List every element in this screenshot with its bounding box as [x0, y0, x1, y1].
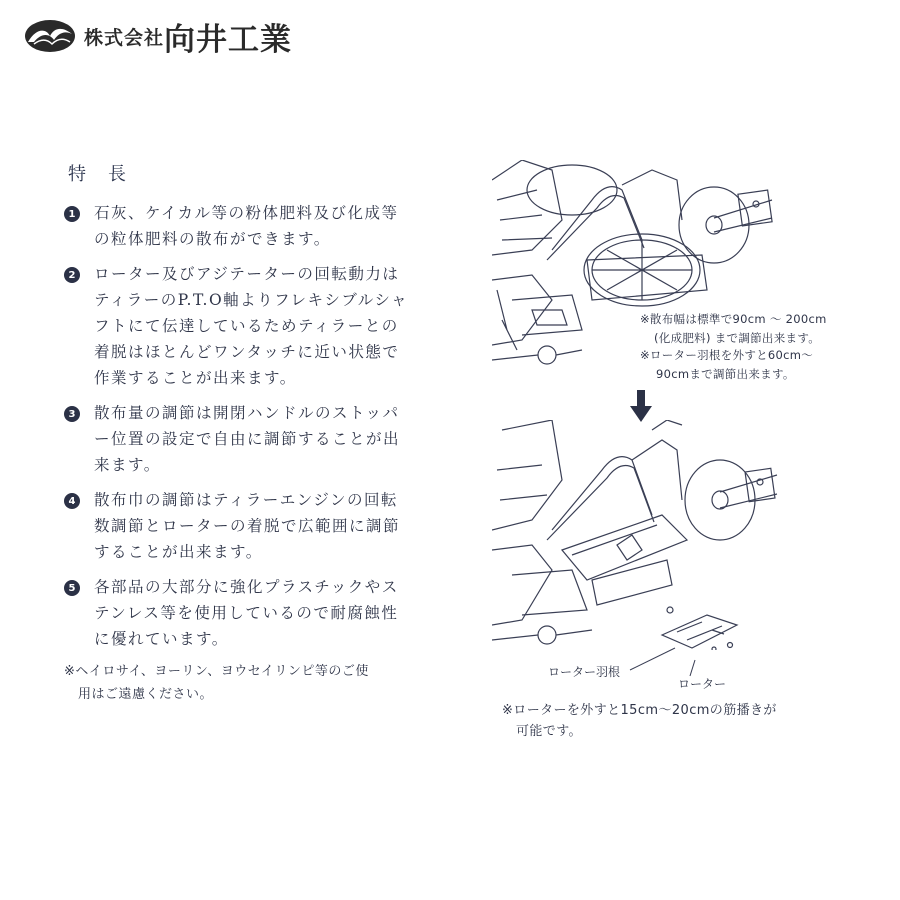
feature-item [64, 400, 424, 478]
caption-line: (化成肥料) まで調節出来ます。 [654, 331, 821, 345]
features-section [64, 160, 424, 661]
row-seeding-note-line2: 可能です。 [516, 724, 582, 739]
feature-number-badge: 4 [64, 493, 80, 509]
row-seeding-note-line1: ※ローターを外すと15cm～20cmの筋播きが [502, 703, 777, 718]
feature-number-badge: 2 [64, 267, 80, 283]
feature-text: ローター及びアジテーターの回転動力はティラーのP.T.O軸よりフレキシブルシャフトにて伝達しているためティラーとの着脱はほとんどワンタッチに近い状態で作業することが出来ます。 [94, 265, 409, 387]
feature-item [64, 200, 424, 252]
feature-number-badge: 5 [64, 580, 80, 596]
feature-number-badge: 3 [64, 406, 80, 422]
company-logo [24, 14, 292, 58]
spreader-without-rotor-illustration [492, 420, 792, 650]
rotor-label: ローター [678, 677, 727, 691]
features-title: 特長 [68, 164, 148, 185]
rotor-blade-caption [640, 346, 813, 384]
feature-text: 散布量の調節は開閉ハンドルのストッパー位置の設定で自由に調節することが出来ます。 [94, 404, 401, 474]
feature-text: 散布巾の調節はティラーエンジンの回転数調節とローターの着脱で広範囲に調節することが出来ます。 [94, 491, 401, 561]
wave-logo-icon [24, 18, 76, 54]
spread-width-caption [640, 310, 827, 348]
usage-note [64, 660, 424, 706]
feature-number-badge: 1 [64, 206, 80, 222]
usage-note-line1: ※ヘイロサイ、ヨーリン、ヨウセイリンピ等のご使 [64, 664, 369, 679]
label-leader-lines [620, 630, 700, 680]
caption-line: 90cmまで調節出来ます。 [656, 367, 795, 381]
arrow-down-icon [630, 390, 652, 424]
company-name: 向井工業 [164, 21, 293, 58]
caption-line: ※散布幅は標準で90cm ～ 200cm [640, 312, 827, 326]
feature-item [64, 487, 424, 565]
rotor-blade-label: ローター羽根 [548, 665, 621, 679]
feature-item [64, 261, 424, 391]
caption-line: ※ローター羽根を外すと60cm～ [640, 348, 814, 362]
feature-text: 石灰、ケイカル等の粉体肥料及び化成等の粒体肥料の散布ができます。 [94, 204, 399, 248]
usage-note-line2: 用はご遠慮ください。 [78, 687, 214, 702]
row-seeding-note [502, 700, 777, 742]
feature-item [64, 574, 424, 652]
company-prefix: 株式会社 [84, 26, 165, 49]
feature-text: 各部品の大部分に強化プラスチックやステンレス等を使用しているので耐腐蝕性に優れています。 [94, 578, 399, 648]
